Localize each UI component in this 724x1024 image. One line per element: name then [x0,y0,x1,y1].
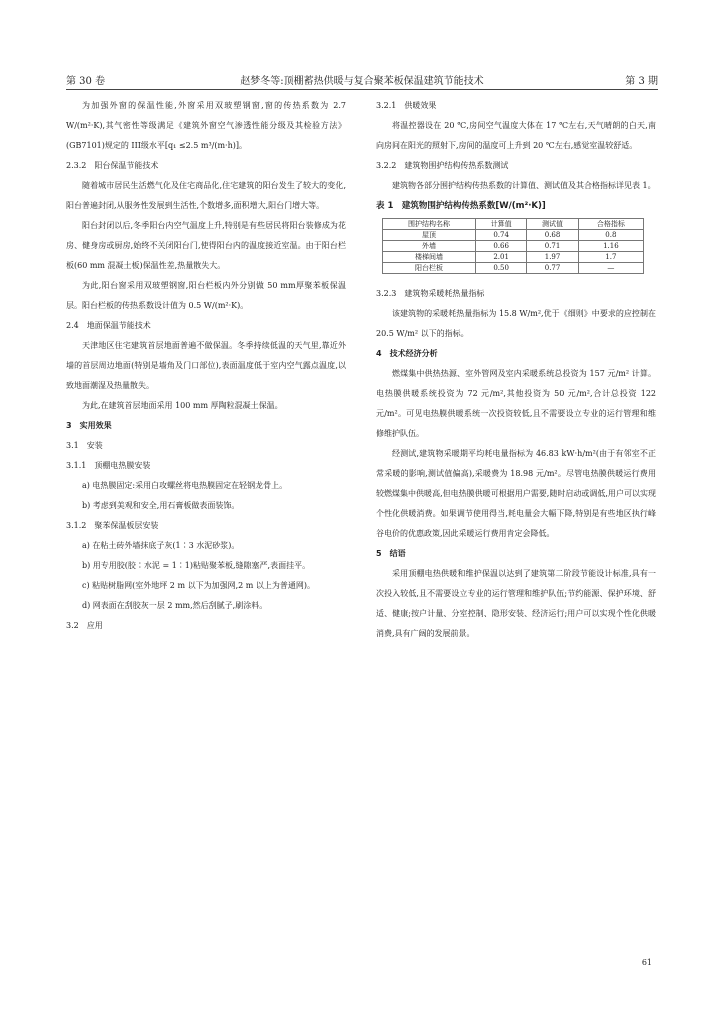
table-cell: 阳台栏板 [383,263,476,274]
volume-label: 第 30 卷 [66,76,106,87]
table-cell: 0.74 [475,230,526,241]
paragraph: 随着城市居民生活燃气化及住宅商品化,住宅建筑的阳台发生了较大的变化,阳台普遍封闭,从服务性发展到生活性,个数增多,面积增大,阳台门增大等。 [66,181,346,210]
section-heading: 3.1.1 顶棚电热膜安装 [66,461,151,470]
list-item: b) 用专用胶(胶∶水泥 = 1∶1)粘贴聚苯板,缝隙塞严,表面挂平。 [82,561,311,570]
header-rule [66,89,658,90]
table-cell: 0.71 [527,241,578,252]
paragraph: 为此,阳台窗采用双玻塑钢窗,阳台栏板内外分别做 50 mm厚聚苯板保温层。阳台栏板的传热系数设计值为 0.5 W/(m²·K)。 [66,281,346,310]
table-cell: 2.01 [475,252,526,263]
list-item: c) 粘贴树脂网(室外地坪 2 m 以下为加强网,2 m 以上为普通网)。 [82,581,315,590]
section-heading: 3.2 应用 [66,621,103,630]
section-heading: 2.3.2 阳台保温节能技术 [66,161,159,170]
table-cell: 0.66 [475,241,526,252]
table-cell: 1.7 [578,252,643,263]
paragraph: 天津地区住宅建筑首层地面普遍不做保温。冬季持续低温的天气里,靠近外墙的首层周边地面(特别是墙角及门口部位),表面温度低于室内空气露点温度,以致地面潮湿及热量散失。 [66,341,346,390]
table-cell: 0.8 [578,230,643,241]
section-heading: 3.2.3 建筑物采暖耗热量指标 [376,289,485,298]
section-heading: 3.1.2 聚苯保温板层安装 [66,521,159,530]
paragraph: 该建筑物的采暖耗热量指标为 15.8 W/m²,优于《细则》中要求的应控制在 20.5 W/m² 以下的指标。 [376,309,656,338]
paragraph: 为加强外窗的保温性能,外窗采用双玻塑钢窗,窗的传热系数为 2.7 W/(m²·K),其气密性等级满足《建筑外窗空气渗透性能分级及其检验方法》(GB7101)规定的 III级水平[q₁ ≤2.5 m³/(m·h)]。 [66,101,346,150]
running-header [66,72,658,86]
table-cell: 楼梯间墙 [383,252,476,263]
section-heading: 2.4 地面保温节能技术 [66,321,151,330]
table-cell: 1.97 [527,252,578,263]
paragraph: 采用顶棚电热供暖和维护保温以达到了建筑第二阶段节能设计标准,具有一次投入较低,且不需要设立专业的运行管理和维护队伍;节约能源、保护环境、舒适、健康;按户计量、分室控制、隐形安装、经济运行;用户可以实现个性化供暖消费,具有广阔的发展前景。 [376,569,656,638]
article-title: 赵梦冬等:顶棚蓄热供暖与复合聚苯板保温建筑节能技术 [240,76,484,87]
section-heading: 3.1 安装 [66,441,103,450]
table-row [383,252,644,263]
table-header: 测试值 [527,219,578,230]
table-header: 围护结构名称 [383,219,476,230]
table-cell: 1.16 [578,241,643,252]
table-row [383,241,644,252]
list-item: a) 电热膜固定:采用白攻螺丝将电热膜固定在轻钢龙骨上。 [82,481,288,490]
paragraph: 为此,在建筑首层地面采用 100 mm 厚陶粒混凝土保温。 [82,401,283,410]
table-header-row [383,219,644,230]
paragraph: 建筑物各部分围护结构传热系数的计算值、测试值及其合格指标详见表 1。 [392,181,656,190]
issue-label: 第 3 期 [625,76,658,87]
section-heading: 4 技术经济分析 [376,349,438,358]
table-cell: 外墙 [383,241,476,252]
section-heading: 3.2.2 建筑物围护结构传热系数测试 [376,161,509,170]
table-cell: 0.68 [527,230,578,241]
paragraph: 经测试,建筑物采暖期平均耗电量指标为 46.83 kW·h/m²(由于有邻室不正常采暖的影响,测试值偏高),采暖费为 18.98 元/m²。尽管电热膜供暖运行费用较燃煤集中供暖高,但电热膜供暖可根据用户需要,随时启动或调低,用户可以实现个性化供暖消费。如果调节使用得当,耗电量会大幅下降,特别是有些地区执行峰谷电价的优惠政策,因此采暖运行费用肯定会降低。 [376,449,656,538]
table-caption: 表 1 建筑物围护结构传热系数[W/(m²·K)] [376,201,546,211]
paragraph: 阳台封闭以后,冬季阳台内空气温度上升,特别是有些居民将阳台装修成为花房、健身房或厨房,始终不关闭阳台门,使得阳台内的温度接近室温。由于阳台栏板(60 mm 混凝土板)保温性差,热量散失大。 [66,221,346,270]
list-item: d) 网表面在刮胶灰一层 2 mm,然后刮腻子,刷涂料。 [82,601,268,610]
list-item: a) 在粘土砖外墙抹底子灰(1∶3 水泥砂浆)。 [82,541,240,550]
table-cell: — [578,263,643,274]
section-heading: 3 实用效果 [66,421,112,430]
left-column [66,96,346,636]
list-item: b) 考虑到美观和安全,用石膏板做表面装饰。 [82,501,240,510]
table-row [383,263,644,274]
data-table [382,218,644,274]
table-header: 合格指标 [578,219,643,230]
paragraph: 将温控器设在 20 ℃,房间空气温度大体在 17 ℃左右,天气晴朗的白天,南向房间在阳光的照射下,房间的温度可上升到 20 ℃左右,感觉室温较舒适。 [376,121,656,150]
right-column [376,96,656,644]
table-row [383,230,644,241]
paragraph: 燃煤集中供热热源、室外管网及室内采暖系统总投资为 157 元/m² 计算。电热膜供暖系统投资为 72 元/m²,其他投资为 50 元/m²,合计总投资 122 元/m²。可见电热膜供暖系统一次投资较低,且不需要设立专业的运行管理和维修维护队伍。 [376,369,656,438]
table-cell: 0.50 [475,263,526,274]
section-heading: 3.2.1 供暖效果 [376,101,437,110]
section-heading: 5 结语 [376,549,406,558]
table-cell: 屋顶 [383,230,476,241]
page-number: 61 [641,958,652,967]
table-cell: 0.77 [527,263,578,274]
table-header: 计算值 [475,219,526,230]
